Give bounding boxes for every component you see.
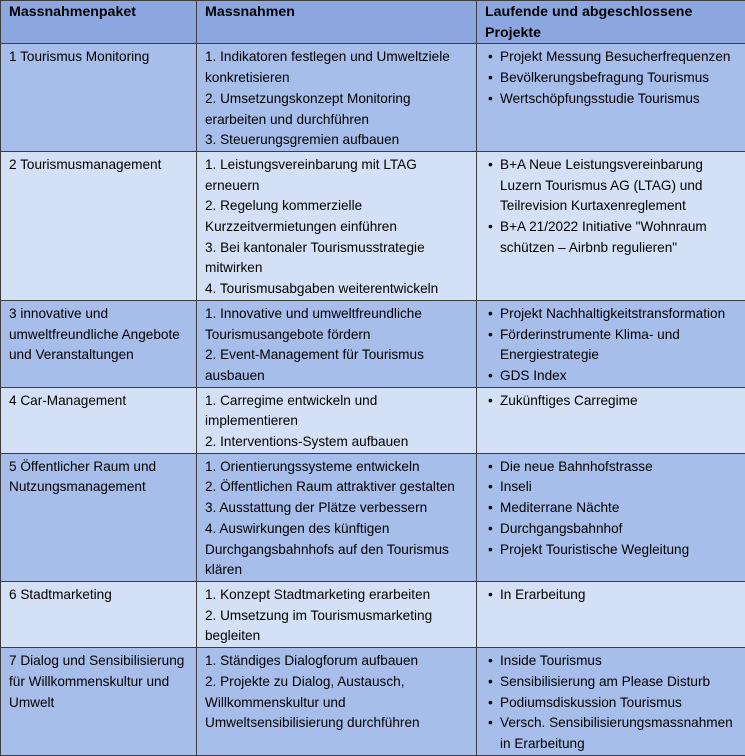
projekt-item: • Projekt Touristische Wegleitung (485, 540, 737, 561)
massnahme-item: 1. Carregime entwickeln und implementieren (205, 391, 468, 432)
projekt-item: • Sensibilisierung am Please Disturb (485, 672, 737, 693)
table-row (1, 300, 745, 387)
massnahme-item: 2. Projekte zu Dialog, Austausch, Willkommenskultur und Umweltsensibilisierung durchführen (205, 672, 468, 734)
projekt-item: • Zukünftiges Carregime (485, 391, 737, 412)
massnahme-item: 1. Leistungsvereinbarung mit LTAG erneuern (205, 155, 468, 196)
projekt-item: • Bevölkerungsbefragung Tourismus (485, 68, 737, 89)
table-row (1, 581, 745, 647)
massnahme-item: 2. Umsetzungskonzept Monitoring erarbeiten und durchführen (205, 89, 468, 130)
paket-cell: 5 Öffentlicher Raum und Nutzungsmanagement (1, 453, 197, 581)
projekte-cell (477, 151, 745, 300)
projekt-item: • Projekt Nachhaltigkeitstransformation (485, 304, 737, 325)
projekte-cell (477, 44, 745, 152)
paket-cell: 7 Dialog und Sensibilisierung für Willkommenskultur und Umwelt (1, 648, 197, 756)
projekt-item: • Inside Tourismus (485, 651, 737, 672)
projekt-item: • Inseli (485, 477, 737, 498)
projekt-item: • Die neue Bahnhofstrasse (485, 457, 737, 478)
massnahmen-cell (197, 151, 477, 300)
paket-cell: 1 Tourismus Monitoring (1, 44, 197, 152)
table-header-row (1, 1, 745, 44)
massnahme-item: 4. Tourismusabgaben weiterentwickeln (205, 279, 468, 300)
projekte-cell (477, 648, 745, 756)
projekt-item: • Förderinstrumente Klima- und Energiestrategie (485, 325, 737, 366)
massnahme-item: 2. Interventions-System aufbauen (205, 432, 468, 453)
paket-cell: 4 Car-Management (1, 387, 197, 453)
massnahmen-cell (197, 648, 477, 756)
projekt-item: • B+A 21/2022 Initiative "Wohnraum schützen – Airbnb regulieren" (485, 217, 737, 258)
table-row (1, 648, 745, 756)
massnahme-item: 2. Umsetzung im Tourismusmarketing begleiten (205, 606, 468, 647)
massnahme-item: 2. Regelung kommerzielle Kurzzeitvermietungen einführen (205, 196, 468, 237)
massnahmen-cell (197, 581, 477, 647)
projekt-item: • Versch. Sensibilisierungsmassnahmen in Erarbeitung (485, 713, 737, 754)
table-row (1, 151, 745, 300)
projekte-cell (477, 581, 745, 647)
table-row (1, 44, 745, 152)
header-massnahmen: Massnahmen (197, 1, 477, 44)
paket-cell: 3 innovative und umweltfreundliche Angebote und Veranstaltungen (1, 300, 197, 387)
massnahme-item: 3. Bei kantonaler Tourismusstrategie mitwirken (205, 238, 468, 279)
projekte-cell (477, 300, 745, 387)
projekte-cell (477, 387, 745, 453)
projekt-item: • Projekt Messung Besucherfrequenzen (485, 47, 737, 68)
massnahme-item: 1. Indikatoren festlegen und Umweltziele konkretisieren (205, 47, 468, 88)
massnahme-item: 1. Orientierungssysteme entwickeln (205, 457, 468, 478)
projekt-item: • In Erarbeitung (485, 585, 737, 606)
massnahme-item: 1. Innovative und umweltfreundliche Tourismusangebote fördern (205, 304, 468, 345)
projekt-item: • Mediterrane Nächte (485, 498, 737, 519)
projekte-cell (477, 453, 745, 581)
projekt-item: • GDS Index (485, 366, 737, 387)
massnahme-item: 2. Öffentlichen Raum attraktiver gestalten (205, 477, 468, 498)
header-projekte: Laufende und abgeschlossene Projekte (477, 1, 745, 44)
table-row (1, 387, 745, 453)
massnahme-item: 1. Ständiges Dialogforum aufbauen (205, 651, 468, 672)
massnahmen-cell (197, 300, 477, 387)
projekt-item: • Wertschöpfungsstudie Tourismus (485, 89, 737, 110)
massnahmen-cell (197, 44, 477, 152)
table-row (1, 453, 745, 581)
projekt-item: • B+A Neue Leistungsvereinbarung Luzern Tourismus AG (LTAG) und Teilrevision Kurtaxenreglement (485, 155, 737, 217)
projekt-item: • Podiumsdiskussion Tourismus (485, 693, 737, 714)
massnahme-item: 2. Event-Management für Tourismus ausbauen (205, 345, 468, 386)
paket-cell: 2 Tourismusmanagement (1, 151, 197, 300)
massnahme-item: 3. Steuerungsgremien aufbauen (205, 130, 468, 151)
massnahmen-cell (197, 453, 477, 581)
massnahme-item: 3. Ausstattung der Plätze verbessern (205, 498, 468, 519)
massnahme-item: 4. Auswirkungen des künftigen Durchgangsbahnhofs auf den Tourismus klären (205, 519, 468, 581)
massnahme-item: 1. Konzept Stadtmarketing erarbeiten (205, 585, 468, 606)
projekt-item: • Durchgangsbahnhof (485, 519, 737, 540)
header-massnahmenpaket: Massnahmenpaket (1, 1, 197, 44)
massnahmen-cell (197, 387, 477, 453)
paket-cell: 6 Stadtmarketing (1, 581, 197, 647)
